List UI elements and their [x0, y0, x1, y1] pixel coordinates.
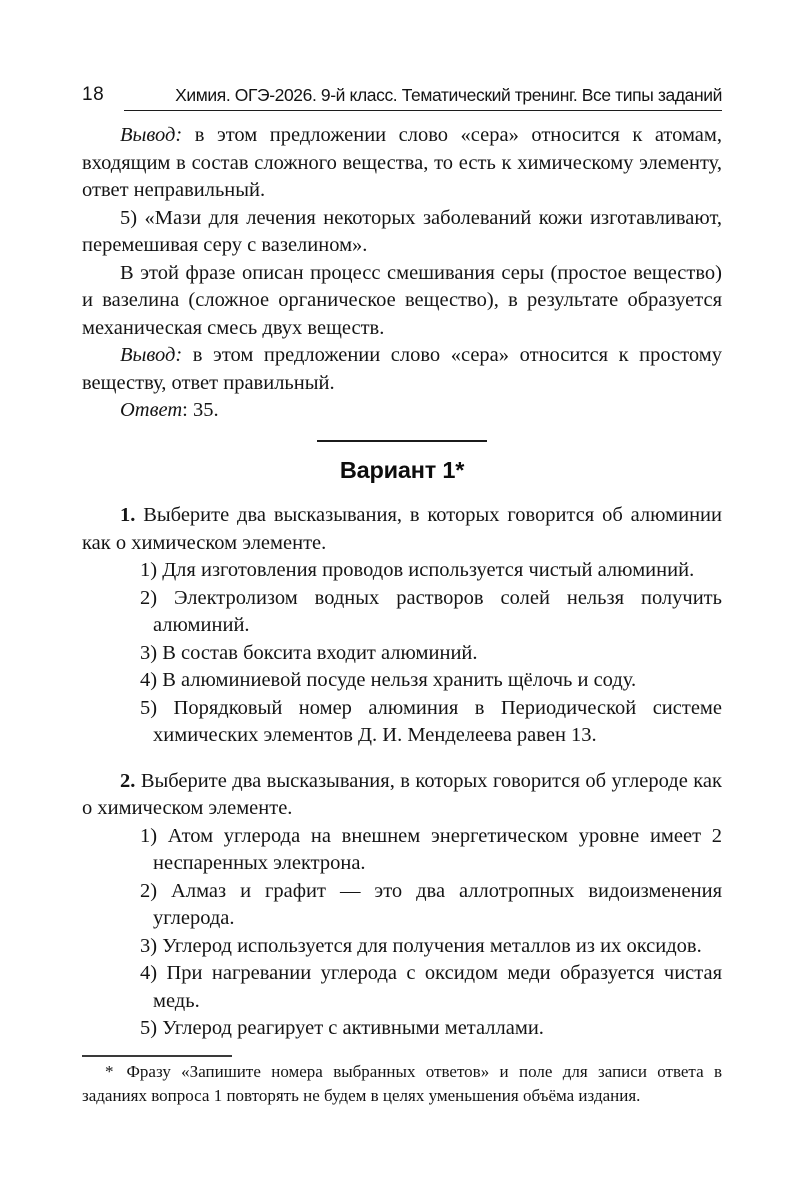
- option-text: Углерод реагирует с активными металлами.: [162, 1017, 544, 1039]
- option-number: 2): [140, 879, 158, 902]
- solution-paragraph-1: [82, 122, 722, 205]
- option-number: 5): [140, 696, 158, 719]
- lead-word-italic: Вывод:: [120, 344, 183, 366]
- question-block-1: [82, 502, 722, 750]
- question-text: Выберите два высказывания, в которых говорится об углероде как о химическом элементе.: [82, 769, 722, 819]
- option-item: [82, 960, 722, 1015]
- option-text: Атом углерода на внешнем энергетическом уровне имеет 2 неспаренных электрона.: [153, 824, 722, 874]
- option-item: [82, 1015, 722, 1043]
- header-rule: [124, 85, 722, 111]
- option-item: [82, 878, 722, 933]
- option-text: Алмаз и графит — это два аллотропных видоизменения углерода.: [153, 879, 722, 929]
- question-number: 2.: [120, 769, 136, 792]
- option-number: 4): [140, 669, 158, 691]
- solution-paragraph-2: 5) «Мази для лечения некоторых заболеваний кожи изготавливают, перемешивая серу с вазелином».: [82, 206, 722, 256]
- question-intro: [82, 502, 722, 557]
- answer-line: [82, 397, 722, 425]
- option-number: 1): [140, 824, 158, 847]
- paragraph-text: в этом предложении слово «сера» относится к атомам, входящим в состав сложного вещества, то есть к химическому элементу, ответ неправильный.: [82, 124, 722, 201]
- option-item: [82, 557, 722, 585]
- footnote-rule: [82, 1055, 232, 1057]
- option-item: [82, 640, 722, 668]
- option-number: 3): [140, 641, 158, 664]
- answer-lead-italic: Ответ: [120, 399, 183, 421]
- option-text: Для изготовления проводов используется чистый алюминий.: [162, 559, 695, 581]
- footnote: [82, 1060, 722, 1109]
- page-header: [82, 84, 722, 111]
- option-number: 4): [140, 962, 158, 984]
- question-number: 1.: [120, 504, 136, 526]
- option-text: Порядковый номер алюминия в Периодической системе химических элементов Д. И. Менделеева равен 13.: [153, 696, 722, 746]
- option-number: 1): [140, 559, 158, 581]
- option-number: 2): [140, 586, 158, 609]
- page-number: 18: [82, 84, 105, 105]
- option-item: [82, 585, 722, 640]
- question-block-2: [82, 768, 722, 1043]
- option-text: В алюминиевой посуде нельзя хранить щёлочь и соду.: [162, 669, 637, 691]
- option-text: Углерод используется для получения металлов из их оксидов.: [162, 934, 702, 957]
- page-content: [82, 122, 722, 1109]
- footnote-block: [82, 1055, 722, 1109]
- question-text: Выберите два высказывания, в которых говорится об алюминии как о химическом элементе.: [82, 504, 722, 554]
- option-text: При нагревании углерода с оксидом меди образуется чистая медь.: [153, 962, 723, 1012]
- footnote-text: Фразу «Запишите номера выбранных ответов» и поле для записи ответа в заданиях вопроса 1 повторять не будем в целях уменьшения объёма издания.: [82, 1061, 722, 1105]
- paragraph-text: в этом предложении слово «сера» относится к простому веществу, ответ правильный.: [82, 344, 722, 394]
- footnote-marker: *: [105, 1061, 114, 1081]
- solution-paragraph-4: [82, 342, 722, 397]
- option-text: Электролизом водных растворов солей нельзя получить алюминий.: [153, 586, 722, 636]
- option-item: [82, 933, 722, 961]
- variant-title: Вариант 1*: [339, 456, 465, 483]
- option-number: 3): [140, 934, 158, 957]
- header-row: [82, 84, 722, 111]
- running-title: Химия. ОГЭ-2026. 9-й класс. Тематический тренинг. Все типы заданий: [175, 85, 722, 105]
- lead-word-italic: Вывод:: [120, 124, 183, 146]
- option-number: 5): [140, 1017, 158, 1039]
- option-item: [82, 695, 722, 750]
- section-separator: [317, 440, 487, 442]
- option-text: В состав боксита входит алюминий.: [162, 641, 478, 664]
- question-intro: [82, 768, 722, 823]
- solution-paragraph-3: В этой фразе описан процесс смешивания серы (простое вещество) и вазелина (сложное органическое вещество), в результате образуется механическая смесь двух веществ.: [82, 261, 722, 339]
- option-item: [82, 823, 722, 878]
- answer-value: : 35.: [182, 399, 219, 421]
- option-item: [82, 667, 722, 695]
